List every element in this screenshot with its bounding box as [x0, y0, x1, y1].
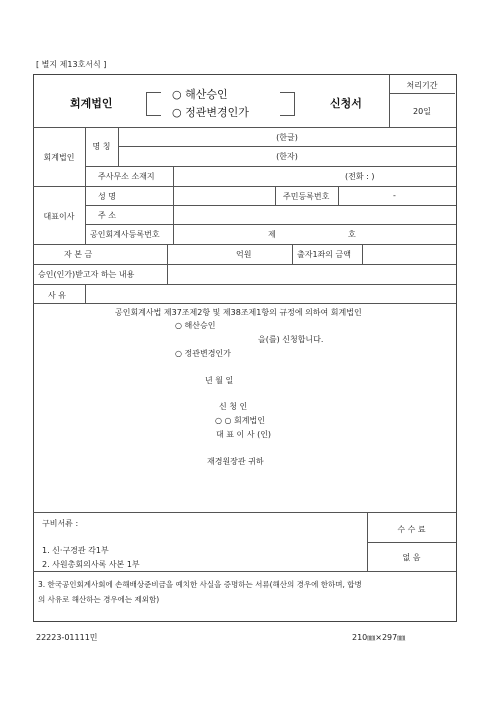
rep-rrn-divider-2 [338, 186, 339, 205]
fee-value: 없 음 [402, 553, 421, 562]
firm-name-hanja: (한자) [276, 152, 298, 161]
attachments-bottom-line [33, 571, 456, 572]
header-bottom-line [33, 127, 456, 128]
capital-divider-3 [362, 244, 363, 264]
contribution-label: 출자1좌의 금액 [297, 250, 352, 259]
rep-section-bottom [33, 244, 456, 245]
right-bracket [280, 92, 295, 116]
attachments-title: 구비서류 : [42, 519, 79, 528]
form-number: [ 별지 제13호서식 ] [36, 60, 107, 69]
attachment-item-1: 1. 신·구경관 각1부 [42, 546, 109, 555]
reason-label: 사 유 [48, 291, 66, 300]
attachment-item-3-line1: 3. 한국공인회계사회에 손해배상준비금을 예치한 사실을 증명하는 서류(해산의 경우에 한하며, 합병 [38, 580, 362, 589]
rep-rrn-label: 주민등록번호 [283, 192, 330, 201]
content-row-bottom [33, 284, 456, 285]
rep-address-label: 주 소 [98, 211, 116, 220]
statement-date: 년 월 일 [205, 376, 234, 385]
rep-registration-label: 공인회계사등록번호 [90, 230, 160, 239]
requested-content-label: 승인(인가)받고자 하는 내용 [38, 270, 135, 279]
reason-divider [85, 284, 86, 303]
option-dissolution: ○ 해산승인 [172, 88, 228, 101]
rep-section-label: 대표이사 [43, 212, 75, 221]
firm-name-split [118, 146, 456, 147]
firm-section-bottom [33, 186, 456, 187]
statement-line1: 공인회계사법 제37조제2항 및 제38조제1항의 규정에 의하여 회계법인 [115, 308, 362, 317]
rep-row2-bottom [85, 224, 456, 225]
processing-period-value: 20일 [413, 107, 431, 116]
option-articles-amend: ○ 정관변경인가 [172, 106, 249, 119]
rep-registration-prefix: 제 [268, 230, 276, 239]
left-bracket [146, 92, 161, 116]
firm-section-divider [85, 127, 86, 186]
body-bottom-line [33, 512, 456, 513]
firm-name-label: 명 칭 [92, 142, 111, 151]
rep-registration-suffix: 호 [348, 230, 356, 239]
attachment-item-3-line2: 의 사유로 해산하는 경우에는 제외함) [38, 595, 160, 604]
office-location-label: 주사무소 소재지 [98, 172, 155, 181]
firm-office-top [85, 166, 456, 167]
statement-applicant: 신 청 인 [219, 402, 248, 411]
statement-addressee: 재경원장관 귀하 [207, 457, 264, 466]
processing-period-label: 처리기간 [406, 81, 438, 90]
fee-split [367, 542, 456, 543]
capital-divider-2 [292, 244, 293, 264]
rep-row1-bottom [85, 205, 456, 206]
rep-label-divider [173, 186, 174, 244]
statement-option-amend: ○ 정관변경인가 [175, 349, 231, 358]
capital-row-bottom [33, 264, 456, 265]
processing-box-line [389, 93, 455, 94]
header-apply-label: 신청서 [330, 97, 362, 110]
paper-size: 210㎜×297㎜ [352, 633, 406, 642]
reason-row-bottom [33, 303, 456, 304]
header-org-label: 회계법인 [70, 97, 113, 110]
attachment-item-2: 2. 사원총회의사록 사본 1부 [42, 560, 140, 569]
rep-rrn-divider-1 [275, 186, 276, 205]
rep-name-label: 성 명 [98, 192, 116, 201]
office-label-divider [173, 166, 174, 186]
rep-rrn-dash: - [393, 191, 396, 200]
firm-name-korean: (한글) [276, 133, 298, 142]
statement-representative: 대 표 이 사 (인) [216, 430, 272, 439]
capital-unit: 억원 [236, 250, 252, 259]
form-code: 22223-01111민 [36, 633, 98, 642]
statement-request: 을(를) 신청합니다. [258, 335, 324, 344]
office-phone: (전화 : ) [345, 172, 375, 181]
firm-section-label: 회계법인 [43, 153, 75, 162]
rep-section-divider [85, 186, 86, 244]
fee-label: 수 수 료 [397, 525, 426, 534]
statement-firm: ○ ○ 회계법인 [215, 416, 265, 425]
capital-label: 자 본 금 [64, 250, 93, 259]
statement-option-dissolution: ○ 해산승인 [175, 321, 216, 330]
